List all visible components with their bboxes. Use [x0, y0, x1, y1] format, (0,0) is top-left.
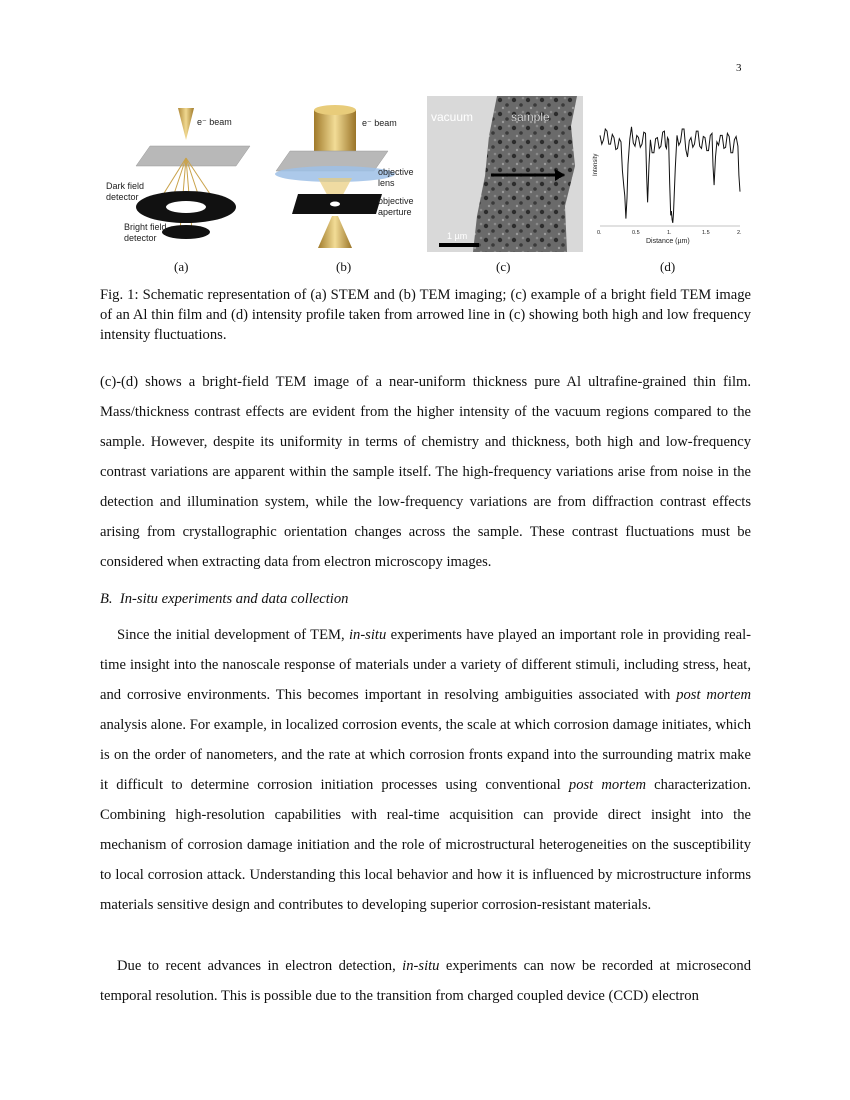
- sub-label-c: (c): [496, 259, 511, 274]
- sub-label-d: (d): [660, 259, 676, 274]
- specimen-plate: [136, 146, 250, 166]
- svg-text:e⁻ beam: e⁻ beam: [362, 118, 397, 128]
- x-tick-label: 1.5: [702, 230, 710, 236]
- svg-text:Bright field: Bright field: [124, 222, 167, 232]
- svg-text:objective: objective: [378, 167, 414, 177]
- section-heading: B. In-situ experiments and data collection: [100, 591, 349, 607]
- panel-d-intensity-profile: [590, 96, 750, 252]
- transmitted-cone: [318, 216, 352, 248]
- paragraph-2: Since the initial development of TEM, in-situ experiments have played an important role in providing real-time insight into the nanoscale response of materials under a variety of different stimuli, including stress, heat, and corrosive environments. This becomes important in resolving ambiguities associated with post mortem analysis alone. For example, in localized corrosion events, the scale at which corrosion damage initiates, which is on the order of nanometers, and the rate at which corrosion fronts expand into the surrounding matrix make it difficult to determine corrosion initiation processes using conventional post mortem characterization. Combining high-resolution capabilities with real-time acquisition can provide direct insight into the mechanism of corrosion damage initiation and the role of microstructural heterogeneities on the susceptibility to local corrosion attack. Understanding this local behavior and how it is influenced by microstructure informs materials sensitive design and contributes to developing superior corrosion-resistant materials.: [100, 627, 751, 913]
- panel-b-tem-schematic: [272, 96, 422, 256]
- x-tick-label: 1.: [667, 230, 672, 236]
- intensity-series-line: [600, 127, 740, 223]
- paragraph-3: Due to recent advances in electron detection, in-situ experiments can now be recorded at microsecond temporal resolution. This is possible due to the transition from charged coupled device (CCD) electron: [100, 958, 751, 1004]
- svg-text:objective: objective: [378, 196, 414, 206]
- vacuum-label: vacuum: [431, 110, 474, 124]
- sample-label: sample: [511, 110, 550, 124]
- svg-text:detector: detector: [124, 233, 157, 243]
- figure-caption: Fig. 1: Schematic representation of (a) STEM and (b) TEM imaging; (c) example of a bright field TEM image of an Al thin film and (d) intensity profile taken from arrowed line in (c) showing both high and low frequency intensity fluctuations.: [100, 287, 751, 343]
- panel-a-stem-schematic: [100, 96, 260, 246]
- svg-text:aperture: aperture: [378, 207, 412, 217]
- beam-label: e⁻ beam: [197, 117, 232, 127]
- sub-label-b: (b): [336, 259, 352, 274]
- figure-1: [100, 96, 750, 256]
- scale-bar: [439, 243, 479, 247]
- x-tick-labels: [597, 230, 742, 236]
- x-axis-label: Distance (µm): [646, 238, 690, 245]
- bright-field-detector: [162, 225, 210, 239]
- svg-text:lens: lens: [378, 178, 395, 188]
- paragraph-1: (c)-(d) shows a bright-field TEM image of a near-uniform thickness pure Al ultrafine-grained thin film. Mass/thickness contrast effects are evident from the higher intensity of the vacuum regions compared to the sample. However, despite its uniformity in terms of chemistry and thickness, both high and low-frequency contrast variations are apparent within the sample itself. The high-frequency variations arise from noise in the detection and illumination system, while the low-frequency variations are from diffraction contrast effects arising from crystallographic orientation changes across the sample. These contrast fluctuations must be considered when extracting data from electron microscopy images.: [100, 374, 751, 570]
- x-tick-label: 2.: [737, 230, 742, 236]
- panel-c-tem-image: [427, 96, 583, 252]
- svg-text:detector: detector: [106, 192, 139, 202]
- y-axis-label: Intensity: [593, 153, 599, 176]
- svg-text:Dark field: Dark field: [106, 181, 145, 191]
- sub-label-a: (a): [174, 259, 189, 274]
- probe-cone: [178, 108, 194, 140]
- x-tick-label: 0.5: [632, 230, 640, 236]
- page-number: 3: [736, 62, 742, 74]
- scale-label: 1 µm: [447, 231, 468, 241]
- x-tick-label: 0.: [597, 230, 602, 236]
